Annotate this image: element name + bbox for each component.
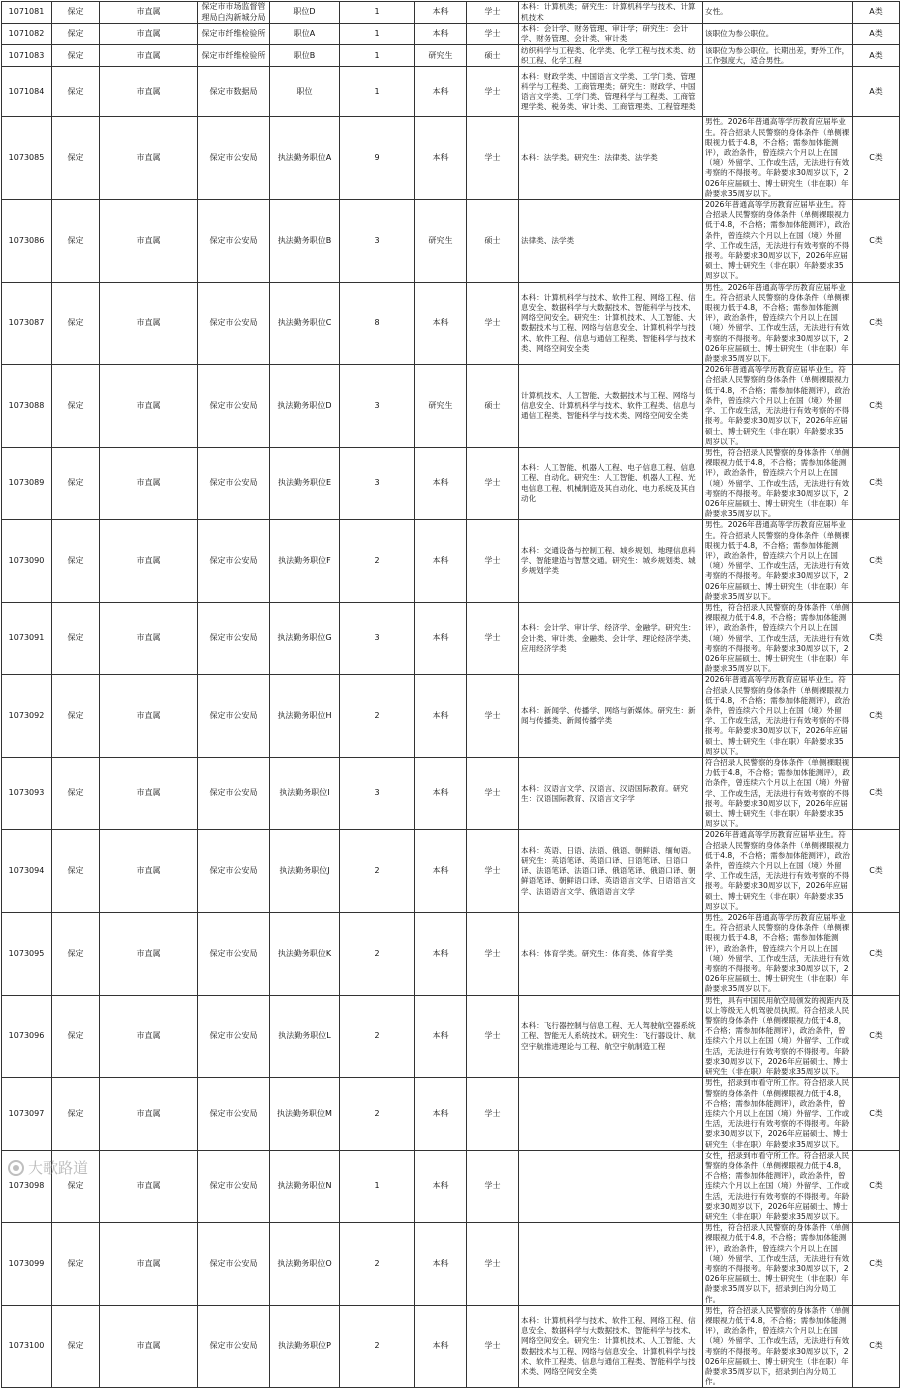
cell-region: 保定: [52, 913, 100, 996]
cell-position: 执法勤务职位B: [270, 200, 340, 283]
cell-position: 职位D: [270, 2, 340, 24]
cell-level: 市直属: [100, 365, 198, 448]
positions-table: [1, 1, 900, 1388]
cell-edu: 本科: [415, 520, 467, 603]
cell-degree: 学士: [467, 602, 519, 674]
table-row: [2, 45, 900, 67]
cell-major: 本科：计算机科学与技术、软件工程、网络工程、信息安全、数据科学与大数据技术、智能科学与技术、网络空间安全。研究生：计算机技术、人工智能、大数据技术与工程、网络与信息安全、计算机科学与技术、软件工程、信息与通信工程类、智能科学与技术类、网络空间安全类: [519, 282, 703, 365]
cell-major: 本科：英语、日语、法语、俄语、朝鲜语、缅甸语。研究生：英语笔译、英语口译、日语笔译、日语口译、法语笔译、法语口译、俄语笔译、俄语口译、朝鲜语笔译、朝鲜语口译、英语语言文学、日语语言文学、法语语言文学、俄语语言文学: [519, 830, 703, 913]
cell-region: 保定: [52, 24, 100, 45]
cell-unit: 保定市公安局: [198, 830, 270, 913]
cell-major: 本科：人工智能、机器人工程、电子信息工程、信息工程、自动化。研究生：人工智能、机器人工程、光电信息工程、机械制造及其自动化、电力系统及其自动化: [519, 447, 703, 519]
cell-cat: C类: [853, 995, 900, 1078]
cell-num: 1: [340, 67, 415, 117]
cell-cond: 男性，符合招录人民警察的身体条件（单侧裸眼视力低于4.8，不合格；需参加体能测评），政治条件，曾连续六个月以上在国（境）外留学、工作或生活，无法进行有效考察的不得报考。年龄要求30周岁以下，2026年应届硕士、博士研究生（非在职）年龄要求35周岁以下，招录到白沟分局工作。: [703, 1223, 853, 1306]
table-row: [2, 1078, 900, 1150]
cell-major: [519, 1078, 703, 1150]
cell-cond: 男性。2026年普通高等学历教育应届毕业生。符合招录人民警察的身体条件（单侧裸眼视力低于4.8，不合格；需参加体能测评），政治条件，曾连续六个月以上在国（境）外留学、工作或生活，无法进行有效考察的不得报考。年龄要求30周岁以下，2026年应届硕士、博士研究生（非在职）年龄要求35周岁以下。: [703, 282, 853, 365]
cell-major: 计算机技术、人工智能、大数据技术与工程、网络与信息安全、计算机科学与技术、软件工程类、信息与通信工程类、智能科学与技术类、网络空间安全类: [519, 365, 703, 448]
cell-unit: 保定市公安局: [198, 995, 270, 1078]
cell-num: 8: [340, 282, 415, 365]
cell-edu: 本科: [415, 282, 467, 365]
cell-level: 市直属: [100, 1305, 198, 1388]
cell-region: 保定: [52, 995, 100, 1078]
cell-cat: C类: [853, 365, 900, 448]
cell-degree: 学士: [467, 2, 519, 24]
cell-num: 2: [340, 1078, 415, 1150]
cell-degree: 学士: [467, 913, 519, 996]
cell-degree: 学士: [467, 1223, 519, 1306]
cell-unit: 保定市公安局: [198, 365, 270, 448]
table-row: [2, 995, 900, 1078]
cell-cat: C类: [853, 520, 900, 603]
cell-edu: 本科: [415, 1078, 467, 1150]
cell-code: 1073092: [2, 675, 52, 758]
watermark-text: 大歌路道: [28, 1159, 89, 1177]
cell-region: 保定: [52, 602, 100, 674]
cell-code: 1071082: [2, 24, 52, 45]
cell-num: 1: [340, 1150, 415, 1222]
cell-code: 1071083: [2, 45, 52, 67]
cell-code: 1073088: [2, 365, 52, 448]
table-row: [2, 200, 900, 283]
cell-edu: 本科: [415, 995, 467, 1078]
cell-degree: 学士: [467, 1078, 519, 1150]
table-row: [2, 447, 900, 519]
cell-level: 市直属: [100, 2, 198, 24]
cell-region: 保定: [52, 758, 100, 830]
cell-cat: C类: [853, 1150, 900, 1222]
cell-cond: 男性，符合招录人民警察的身体条件（单侧裸眼视力低于4.8，不合格；需参加体能测评），政治条件，曾连续六个月以上在国（境）外留学、工作或生活，无法进行有效考察的不得报考。年龄要求30周岁以下，2026年应届硕士、博士研究生（非在职）年龄要求35周岁以下。: [703, 602, 853, 674]
cell-edu: 研究生: [415, 45, 467, 67]
cell-degree: 学士: [467, 995, 519, 1078]
cell-degree: 学士: [467, 1305, 519, 1388]
cell-cat: C类: [853, 200, 900, 283]
cell-edu: 本科: [415, 675, 467, 758]
cell-position: 执法勤务职位C: [270, 282, 340, 365]
cell-level: 市直属: [100, 447, 198, 519]
cell-num: 2: [340, 1305, 415, 1388]
cell-cond: 女性。: [703, 2, 853, 24]
cell-code: 1073091: [2, 602, 52, 674]
cell-region: 保定: [52, 282, 100, 365]
cell-edu: 研究生: [415, 365, 467, 448]
cell-degree: 硕士: [467, 200, 519, 283]
cell-region: 保定: [52, 1078, 100, 1150]
cell-unit: 保定市公安局: [198, 1150, 270, 1222]
cell-cond: 男性，具有中国民用航空局颁发的视距内及以上等级无人机驾驶员执照。符合招录人民警察的身体条件（单侧裸眼视力低于4.8，不合格；需参加体能测评），政治条件，曾连续六个月以上在国（境）外留学、工作或生活，无法进行有效考察的不得报考。年龄要求30周岁以下，2026年应届硕士、博士研究生（非在职）年龄要求35周岁以下。: [703, 995, 853, 1078]
cell-region: 保定: [52, 365, 100, 448]
cell-cat: A类: [853, 24, 900, 45]
cell-major: 本科：计算机科学与技术、软件工程、网络工程、信息安全、数据科学与大数据技术、智能科学与技术、网络空间安全。研究生：计算机技术、人工智能、大数据技术与工程、网络与信息安全、计算机科学与技术、软件工程类、信息与通信工程类、智能科学与技术类、网络空间安全类: [519, 1305, 703, 1388]
cell-degree: 学士: [467, 520, 519, 603]
cell-cat: C类: [853, 913, 900, 996]
cell-num: 2: [340, 1223, 415, 1306]
cell-cat: C类: [853, 602, 900, 674]
cell-major: [519, 1150, 703, 1222]
cell-position: 执法勤务职位H: [270, 675, 340, 758]
cell-edu: 本科: [415, 1305, 467, 1388]
cell-major: 本科：交通设备与控制工程、城乡规划、地理信息科学、智能建造与智慧交通。研究生：城乡规划类、城乡规划学类: [519, 520, 703, 603]
cell-num: 2: [340, 675, 415, 758]
cell-code: 1073095: [2, 913, 52, 996]
table-row: [2, 1305, 900, 1388]
cell-position: 执法勤务职位K: [270, 913, 340, 996]
cell-cond: 男性，招录到市看守所工作。符合招录人民警察的身体条件（单侧裸眼视力低于4.8，不合格；需参加体能测评），政治条件，曾连续六个月以上在国（境）外留学、工作或生活，无法进行有效考察的不得报考。年龄要求30周岁以下，2026年应届硕士、博士研究生（非在职）年龄要求35周岁以下。: [703, 1078, 853, 1150]
table-row: [2, 2, 900, 24]
cell-num: 3: [340, 200, 415, 283]
cell-cat: A类: [853, 67, 900, 117]
cell-degree: 硕士: [467, 365, 519, 448]
cell-region: 保定: [52, 67, 100, 117]
table-row: [2, 1223, 900, 1306]
cell-unit: 保定市公安局: [198, 913, 270, 996]
cell-code: 1073097: [2, 1078, 52, 1150]
cell-code: 1073093: [2, 758, 52, 830]
cell-cond: 该职位为参公职位。: [703, 24, 853, 45]
cell-major: 本科：新闻学、传播学、网络与新媒体。研究生：新闻与传播类、新闻传播学类: [519, 675, 703, 758]
cell-level: 市直属: [100, 520, 198, 603]
table-row: [2, 365, 900, 448]
cell-major: 本科：会计学、财务管理、审计学；研究生：会计学、财务管理、会计类、审计类: [519, 24, 703, 45]
cell-degree: 学士: [467, 830, 519, 913]
cell-edu: 本科: [415, 830, 467, 913]
cell-position: 执法勤务职位O: [270, 1223, 340, 1306]
table-row: [2, 1150, 900, 1222]
cell-code: 1073098: [2, 1150, 52, 1222]
cell-degree: 学士: [467, 447, 519, 519]
cell-cond: 符合招录人民警察的身体条件（单侧裸眼视力低于4.8，不合格；需参加体能测评），政治条件，曾连续六个月以上在国（境）外留学、工作或生活，无法进行有效考察的不得报考。年龄要求30周岁以下，2026年应届硕士、博士研究生（非在职）年龄要求35周岁以下。: [703, 758, 853, 830]
cell-unit: 保定市市场监督管理局白沟新城分局: [198, 2, 270, 24]
table-row: [2, 520, 900, 603]
table-row: [2, 24, 900, 45]
cell-num: 1: [340, 24, 415, 45]
cell-num: 3: [340, 365, 415, 448]
cell-major: 纺织科学与工程类、化学类、化学工程与技术类、纺织工程、化学工程: [519, 45, 703, 67]
cell-num: 2: [340, 995, 415, 1078]
cell-position: 执法勤务职位I: [270, 758, 340, 830]
cell-region: 保定: [52, 117, 100, 200]
cell-unit: 保定市公安局: [198, 1223, 270, 1306]
cell-region: 保定: [52, 520, 100, 603]
cell-edu: 本科: [415, 447, 467, 519]
cell-cat: A类: [853, 2, 900, 24]
cell-num: 1: [340, 2, 415, 24]
cell-unit: 保定市公安局: [198, 117, 270, 200]
cell-position: 执法勤务职位G: [270, 602, 340, 674]
cell-region: 保定: [52, 675, 100, 758]
cell-position: 执法勤务职位P: [270, 1305, 340, 1388]
cell-degree: 硕士: [467, 45, 519, 67]
cell-num: 3: [340, 602, 415, 674]
cell-level: 市直属: [100, 1078, 198, 1150]
cell-major: 法律类、法学类: [519, 200, 703, 283]
cell-degree: 学士: [467, 1150, 519, 1222]
cell-position: 执法勤务职位D: [270, 365, 340, 448]
cell-unit: 保定市公安局: [198, 200, 270, 283]
cell-code: 1073094: [2, 830, 52, 913]
cell-code: 1073087: [2, 282, 52, 365]
cell-edu: 本科: [415, 602, 467, 674]
cell-level: 市直属: [100, 24, 198, 45]
cell-code: 1073100: [2, 1305, 52, 1388]
cell-major: [519, 1223, 703, 1306]
table-row: [2, 675, 900, 758]
cell-num: 3: [340, 758, 415, 830]
cell-code: 1073099: [2, 1223, 52, 1306]
cell-unit: 保定市公安局: [198, 1078, 270, 1150]
cell-region: 保定: [52, 1305, 100, 1388]
cell-degree: 学士: [467, 67, 519, 117]
table-row: [2, 282, 900, 365]
cell-cond: 男性，符合招录人民警察的身体条件（单侧裸眼视力低于4.8，不合格；需参加体能测评），政治条件，曾连续六个月以上在国（境）外留学、工作或生活，无法进行有效考察的不得报考。年龄要求30周岁以下，2026年应届硕士、博士研究生（非在职）年龄要求35周岁以下，招录到白沟分局工作。: [703, 1305, 853, 1388]
cell-major: 本科：法学类。研究生：法律类、法学类: [519, 117, 703, 200]
cell-unit: 保定市公安局: [198, 520, 270, 603]
cell-position: 职位: [270, 67, 340, 117]
cell-unit: 保定市公安局: [198, 675, 270, 758]
cell-cond: 2026年普通高等学历教育应届毕业生。符合招录人民警察的身体条件（单侧裸眼视力低于4.8，不合格；需参加体能测评），政治条件，曾连续六个月以上在国（境）外留学、工作或生活，无法进行有效考察的不得报考。年龄要求30周岁以下，2026年应届硕士、博士研究生（非在职）年龄要求35周岁以下。: [703, 365, 853, 448]
cell-position: 执法勤务职位L: [270, 995, 340, 1078]
cell-level: 市直属: [100, 1223, 198, 1306]
cell-position: 职位B: [270, 45, 340, 67]
cell-cat: C类: [853, 447, 900, 519]
cell-position: 执法勤务职位F: [270, 520, 340, 603]
cell-cond: 2026年普通高等学历教育应届毕业生。符合招录人民警察的身体条件（单侧裸眼视力低于4.8，不合格；需参加体能测评），政治条件，曾连续六个月以上在国（境）外留学、工作或生活，无法进行有效考察的不得报考。年龄要求30周岁以下，2026年应届硕士、博士研究生（非在职）年龄要求35周岁以下。: [703, 200, 853, 283]
cell-major: 本科：会计学、审计学、经济学、金融学。研究生：会计类、审计类、金融类、会计学、理论经济学类、应用经济学类: [519, 602, 703, 674]
cell-code: 1073089: [2, 447, 52, 519]
cell-code: 1073085: [2, 117, 52, 200]
cell-position: 执法勤务职位J: [270, 830, 340, 913]
cell-region: 保定: [52, 830, 100, 913]
watermark: [8, 1157, 88, 1178]
cell-cat: C类: [853, 675, 900, 758]
cell-degree: 学士: [467, 675, 519, 758]
cell-level: 市直属: [100, 675, 198, 758]
cell-cond: 男性。2026年普通高等学历教育应届毕业生。符合招录人民警察的身体条件（单侧裸眼视力低于4.8，不合格；需参加体能测评），政治条件，曾连续六个月以上在国（境）外留学、工作或生活，无法进行有效考察的不得报考。年龄要求30周岁以下，2026年应届硕士、博士研究生（非在职）年龄要求35周岁以下。: [703, 117, 853, 200]
cell-degree: 学士: [467, 758, 519, 830]
table-row: [2, 830, 900, 913]
cell-edu: 本科: [415, 2, 467, 24]
table-row: [2, 913, 900, 996]
cell-cat: C类: [853, 117, 900, 200]
cell-unit: 保定市数据局: [198, 67, 270, 117]
cell-cat: C类: [853, 282, 900, 365]
cell-num: 3: [340, 447, 415, 519]
table-row: [2, 67, 900, 117]
cell-code: 1073096: [2, 995, 52, 1078]
cell-degree: 学士: [467, 117, 519, 200]
cell-edu: 本科: [415, 1150, 467, 1222]
cell-unit: 保定市纤维检验所: [198, 45, 270, 67]
cell-code: 1071081: [2, 2, 52, 24]
cell-cond: [703, 67, 853, 117]
cell-level: 市直属: [100, 117, 198, 200]
cell-edu: 研究生: [415, 200, 467, 283]
cell-major: 本科：计算机类；研究生：计算机科学与技术、计算机技术: [519, 2, 703, 24]
cell-level: 市直属: [100, 995, 198, 1078]
cell-edu: 本科: [415, 758, 467, 830]
cell-num: 9: [340, 117, 415, 200]
table-row: [2, 758, 900, 830]
cell-region: 保定: [52, 1150, 100, 1222]
cell-cond: 男性，符合招录人民警察的身体条件（单侧裸眼视力低于4.8，不合格；需参加体能测评），政治条件，曾连续六个月以上在国（境）外留学、工作或生活，无法进行有效考察的不得报考。年龄要求30周岁以下，2026年应届硕士、博士研究生（非在职）年龄要求35周岁以下。: [703, 447, 853, 519]
cell-code: 1073090: [2, 520, 52, 603]
cell-position: 执法勤务职位N: [270, 1150, 340, 1222]
cell-region: 保定: [52, 447, 100, 519]
cell-num: 1: [340, 45, 415, 67]
cell-major: 本科：汉语言文学、汉语言、汉语国际教育。研究生：汉语国际教育、汉语言文字学: [519, 758, 703, 830]
cell-edu: 本科: [415, 67, 467, 117]
cell-position: 执法勤务职位E: [270, 447, 340, 519]
cell-num: 2: [340, 830, 415, 913]
cell-unit: 保定市公安局: [198, 447, 270, 519]
cell-level: 市直属: [100, 282, 198, 365]
cell-level: 市直属: [100, 200, 198, 283]
cell-cat: C类: [853, 758, 900, 830]
table-row: [2, 117, 900, 200]
cell-cat: C类: [853, 830, 900, 913]
cell-unit: 保定市公安局: [198, 758, 270, 830]
cell-code: 1071084: [2, 67, 52, 117]
cell-region: 保定: [52, 200, 100, 283]
cell-cat: C类: [853, 1223, 900, 1306]
cell-cond: 2026年普通高等学历教育应届毕业生。符合招录人民警察的身体条件（单侧裸眼视力低于4.8，不合格；需参加体能测评），政治条件，曾连续六个月以上在国（境）外留学、工作或生活，无法进行有效考察的不得报考。年龄要求30周岁以下，2026年应届硕士、博士研究生（非在职）年龄要求35周岁以下。: [703, 830, 853, 913]
cell-edu: 本科: [415, 24, 467, 45]
cell-cond: 2026年普通高等学历教育应届毕业生。符合招录人民警察的身体条件（单侧裸眼视力低于4.8，不合格；需参加体能测评），政治条件，曾连续六个月以上在国（境）外留学、工作或生活，无法进行有效考察的不得报考。年龄要求30周岁以下，2026年应届硕士、博士研究生（非在职）年龄要求35周岁以下。: [703, 675, 853, 758]
cell-cond: 该职位为参公职位。长期出差，野外工作，工作强度大，适合男性。: [703, 45, 853, 67]
cell-position: 执法勤务职位A: [270, 117, 340, 200]
cell-degree: 学士: [467, 282, 519, 365]
cell-position: 职位A: [270, 24, 340, 45]
cell-level: 市直属: [100, 758, 198, 830]
cell-cat: A类: [853, 45, 900, 67]
cell-cat: C类: [853, 1078, 900, 1150]
cell-degree: 学士: [467, 24, 519, 45]
cell-level: 市直属: [100, 602, 198, 674]
cell-edu: 本科: [415, 1223, 467, 1306]
cell-major: 本科：飞行器控制与信息工程、无人驾驶航空器系统工程、智能无人系统技术。研究生：飞行器设计、航空宇航推进理论与工程、航空宇航制造工程: [519, 995, 703, 1078]
watermark-icon: [8, 1160, 24, 1176]
cell-cond: 男性。2026年普通高等学历教育应届毕业生。符合招录人民警察的身体条件（单侧裸眼视力低于4.8，不合格；需参加体能测评），政治条件，曾连续六个月以上在国（境）外留学、工作或生活，无法进行有效考察的不得报考。年龄要求30周岁以下，2026年应届硕士、博士研究生（非在职）年龄要求35周岁以下。: [703, 520, 853, 603]
cell-edu: 本科: [415, 913, 467, 996]
cell-major: 本科：体育学类。研究生：体育类、体育学类: [519, 913, 703, 996]
cell-cat: C类: [853, 1305, 900, 1388]
cell-unit: 保定市公安局: [198, 282, 270, 365]
cell-num: 2: [340, 913, 415, 996]
cell-level: 市直属: [100, 67, 198, 117]
cell-level: 市直属: [100, 830, 198, 913]
cell-region: 保定: [52, 1223, 100, 1306]
cell-unit: 保定市公安局: [198, 1305, 270, 1388]
cell-edu: 本科: [415, 117, 467, 200]
cell-level: 市直属: [100, 1150, 198, 1222]
cell-cond: 女性，招录到市看守所工作。符合招录人民警察的身体条件（单侧裸眼视力低于4.8，不合格；需参加体能测评），政治条件，曾连续六个月以上在国（境）外留学、工作或生活，无法进行有效考察的不得报考。年龄要求30周岁以下，2026年应届硕士、博士研究生（非在职）年龄要求35周岁以下。: [703, 1150, 853, 1222]
cell-position: 执法勤务职位M: [270, 1078, 340, 1150]
cell-code: 1073086: [2, 200, 52, 283]
cell-level: 市直属: [100, 913, 198, 996]
cell-num: 2: [340, 520, 415, 603]
table-row: [2, 602, 900, 674]
cell-region: 保定: [52, 2, 100, 24]
cell-cond: 男性。2026年普通高等学历教育应届毕业生。符合招录人民警察的身体条件（单侧裸眼视力低于4.8，不合格；需参加体能测评），政治条件，曾连续六个月以上在国（境）外留学、工作或生活，无法进行有效考察的不得报考。年龄要求30周岁以下，2026年应届硕士、博士研究生（非在职）年龄要求35周岁以下。: [703, 913, 853, 996]
cell-level: 市直属: [100, 45, 198, 67]
cell-unit: 保定市纤维检验所: [198, 24, 270, 45]
cell-region: 保定: [52, 45, 100, 67]
cell-unit: 保定市公安局: [198, 602, 270, 674]
cell-major: 本科：财政学类、中国语言文学类、工学门类、管理科学与工程类、工商管理类；研究生：财政学、中国语言文学类、工学门类、管理科学与工程类、工商管理学类、税务类、审计类、工商管理类、工程管理类: [519, 67, 703, 117]
